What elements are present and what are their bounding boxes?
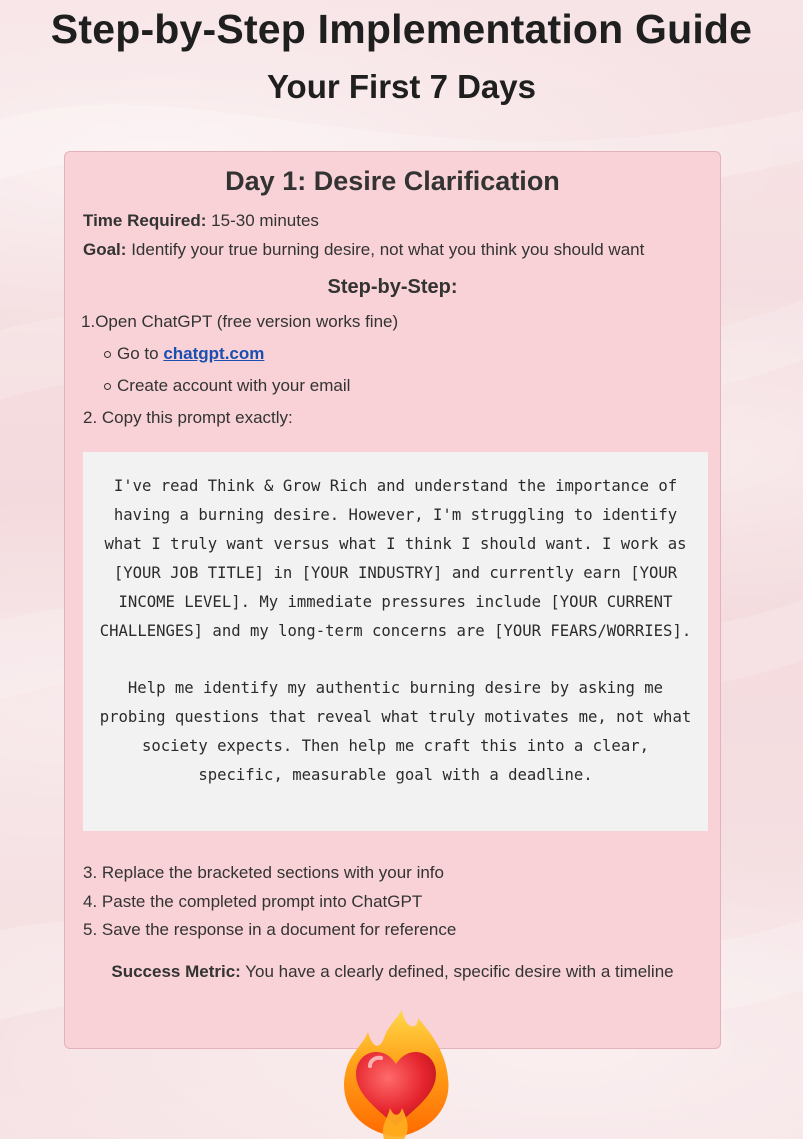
page-title: Step-by-Step Implementation Guide: [50, 6, 753, 52]
step-3: 3. Replace the bracketed sections with your info: [83, 863, 444, 882]
step-1: [81, 312, 398, 332]
step-1-sub-1: [117, 344, 264, 364]
step-2: 2. Copy this prompt exactly:: [83, 408, 293, 427]
prompt-box[interactable]: [83, 452, 708, 831]
prompt-paragraph-2: Help me identify my authentic burning desire by asking me probing questions that reveal what truly motivates me, not what society expects. Then help me craft this into a clear, specific, measurable goal with a deadline.: [99, 679, 692, 784]
time-value: 15-30 minutes: [211, 211, 319, 230]
step-4: 4. Paste the completed prompt into ChatGPT: [83, 892, 423, 911]
bullet-circle-icon: [104, 351, 111, 358]
step-1-sub-2: Create account with your email: [117, 376, 351, 395]
day-card: [64, 151, 721, 1049]
metric-label: Success Metric:: [111, 962, 241, 981]
step-1-number: 1.: [81, 312, 96, 331]
time-label: Time Required:: [83, 211, 207, 230]
bullet-circle-icon: [104, 383, 111, 390]
step-1-text: Open ChatGPT (free version works fine): [95, 312, 399, 331]
prompt-paragraph-1: I've read Think & Grow Rich and understand the importance of having a burning desire. However, I'm struggling to identify what I truly want versus what I think I should want. I work as [YOUR JOB TITLE] in [YOUR INDUSTRY] and currently earn [YOUR INCOME LEVEL]. My immediate pressures include [YOUR CURRENT CHALLENGES] and my long-term concerns are [YOUR FEARS/WORRIES].: [99, 477, 692, 640]
time-required: [83, 211, 319, 231]
goal-label: Goal:: [83, 240, 127, 259]
success-metric: [65, 962, 720, 982]
goto-text: Go to: [117, 344, 159, 363]
heart-on-fire-icon: [334, 1008, 458, 1139]
page-subtitle: Your First 7 Days: [267, 68, 536, 105]
goal: [83, 240, 644, 260]
step-5: 5. Save the response in a document for reference: [83, 920, 457, 939]
card-title: Day 1: Desire Clarification: [225, 166, 560, 196]
steps-heading: Step-by-Step:: [327, 276, 458, 298]
metric-value: You have a clearly defined, specific desire with a timeline: [245, 962, 674, 981]
goal-value: Identify your true burning desire, not what you think you should want: [131, 240, 645, 259]
chatgpt-link[interactable]: chatgpt.com: [163, 344, 265, 363]
